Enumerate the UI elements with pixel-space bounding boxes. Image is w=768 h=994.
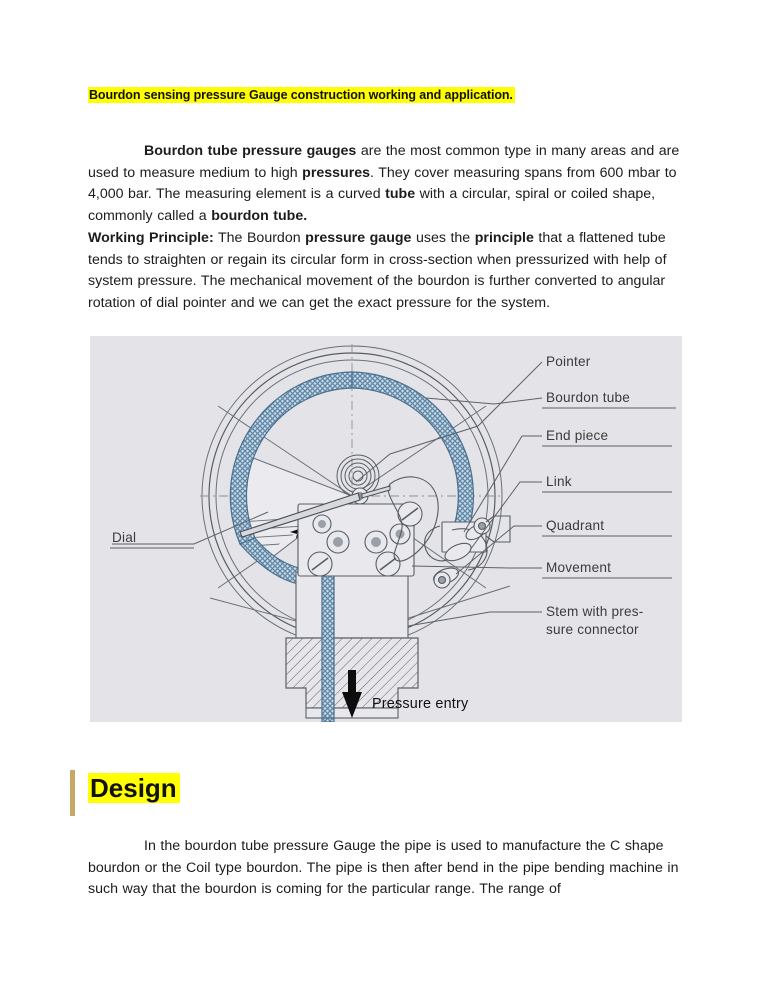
principle-bold-2: pressure gauge	[305, 230, 412, 246]
label-end-piece: End piece	[546, 428, 609, 443]
figure-labels-right	[542, 354, 676, 637]
principle-text-3: that a flattened tube tends to straighten or regain its circular form in cross-section when pressurized with help of system pressure. The mechanical movement of the bourdon is further converted to angular rotation of dial pointer and we can get the exact pressure for the system.	[88, 230, 667, 311]
bourdon-gauge-figure	[90, 336, 682, 722]
page-title-text: Bourdon sensing pressure Gauge construction working and application.	[89, 88, 513, 102]
label-pressure-entry: Pressure entry	[372, 696, 469, 712]
intro-text-3: with a circular, spiral or coiled shape, commonly called a	[88, 186, 656, 224]
principle-text-2: uses the	[411, 230, 475, 246]
stem-upper-body	[296, 572, 408, 638]
label-movement: Movement	[546, 560, 612, 575]
heading-design	[88, 772, 180, 804]
label-stem-line2: sure connector	[546, 622, 639, 637]
intro-text-1: are the most common type in many areas and are used to measure medium to high	[88, 143, 680, 181]
paragraph-working-principle	[88, 228, 680, 314]
label-dial: Dial	[112, 530, 137, 545]
heading-design-text: Design	[88, 773, 180, 803]
intro-lead-bold: Bourdon tube pressure gauges	[144, 143, 357, 159]
intro-bold-2: pressures	[302, 164, 370, 181]
intro-bold-4: bourdon tube.	[211, 207, 308, 224]
paragraph-intro	[88, 141, 680, 227]
bourdon-gauge-diagram	[90, 336, 682, 722]
label-pointer: Pointer	[546, 354, 591, 369]
stem-bore-channel	[322, 572, 334, 718]
label-link: Link	[546, 474, 572, 489]
paragraph-design-body	[88, 836, 680, 901]
label-quadrant: Quadrant	[546, 518, 605, 533]
principle-text-1: The Bourdon	[213, 230, 306, 246]
intro-text-2: . They cover measuring spans from 600 mbar to 4,000 bar. The measuring element is a curved	[88, 164, 677, 202]
label-stem-line1: Stem with pres-	[546, 604, 644, 619]
principle-bold-3: principle	[474, 230, 534, 246]
page-title	[88, 86, 515, 104]
design-body-text: In the bourdon tube pressure Gauge the pipe is used to manufacture the C shape bourdon or the Coil type bourdon. The pipe is then after bend in the pipe bending machine in such way that the bourdon is coming for the particular range. The range of	[88, 838, 679, 897]
principle-lead-bold: Working Principle:	[88, 230, 214, 246]
label-bourdon-tube: Bourdon tube	[546, 390, 631, 405]
design-accent-bar	[70, 770, 75, 816]
intro-bold-3: tube	[385, 186, 416, 202]
